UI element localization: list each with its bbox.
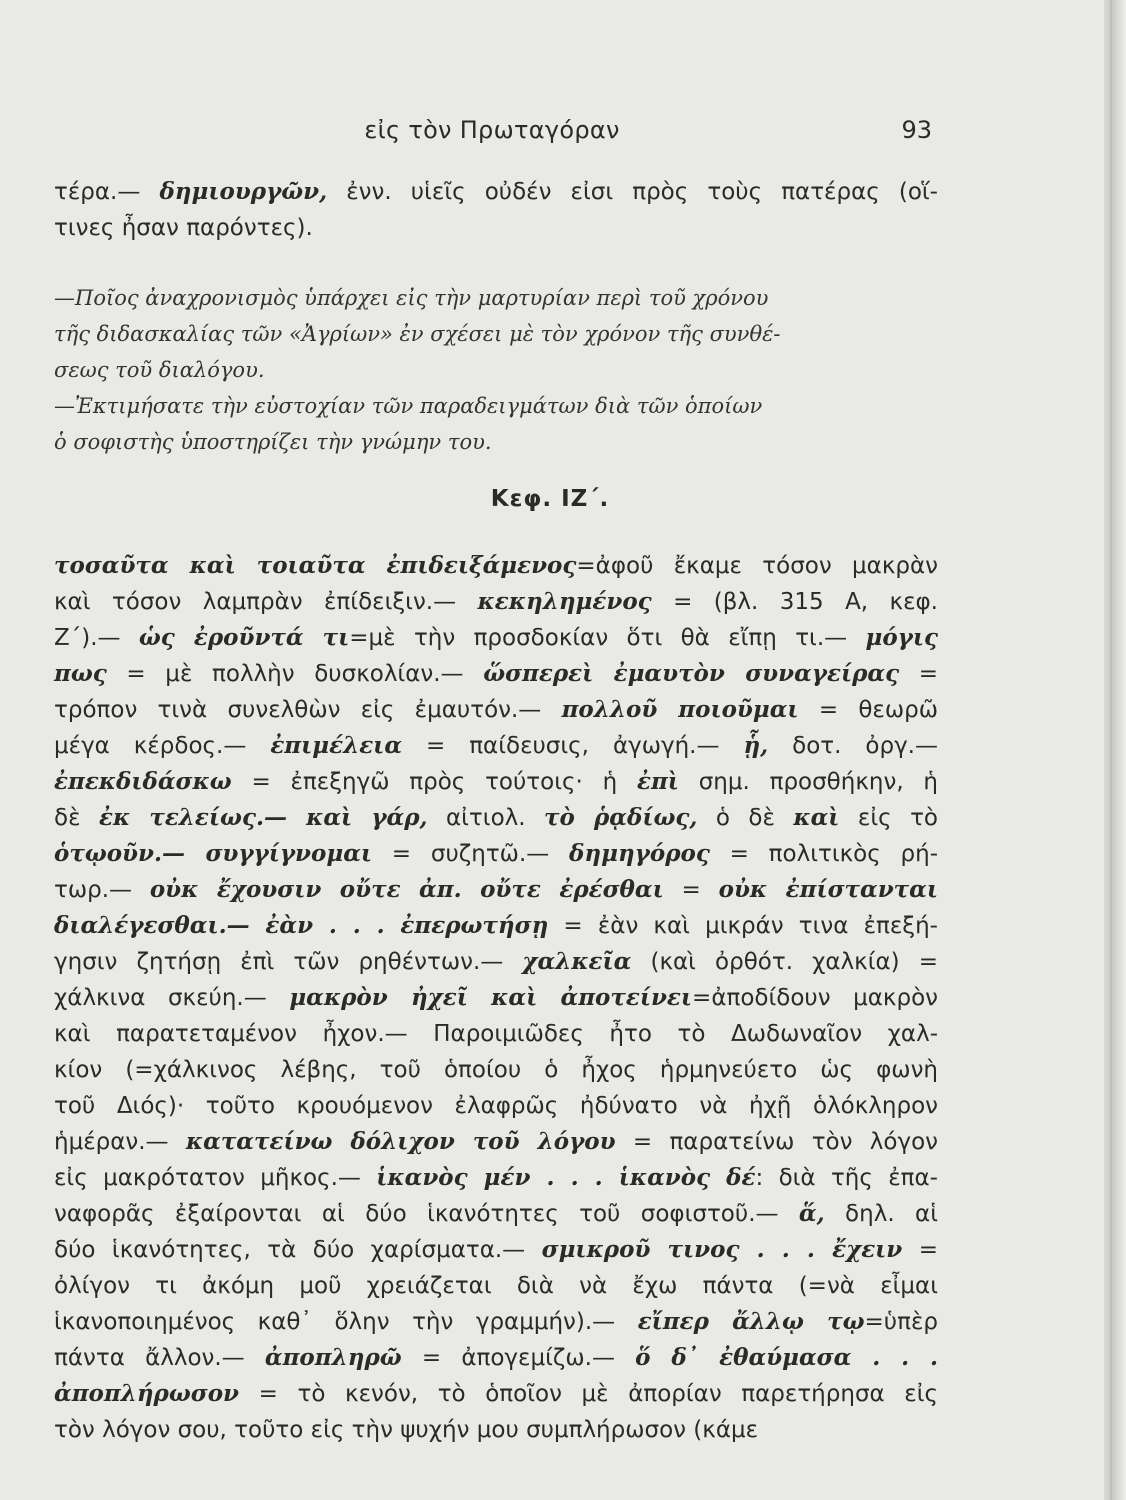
text-segment: κίον (=χάλκινος λέβης, τοῦ ὁποίου ὁ ἦχος ἡρμηνεύετο ὡς φωνὴ bbox=[54, 1057, 938, 1083]
text-line bbox=[54, 352, 938, 388]
text-segment: τωρ.— bbox=[54, 877, 150, 903]
lemma-term: χαλκεῖα bbox=[522, 948, 632, 975]
text-segment: καὶ παρατεταμένον ἦχον.— Παροιμιῶδες ἦτο τὸ Δωδωναῖον χαλ- bbox=[54, 1021, 938, 1047]
text-segment: = παρατείνω τὸν λόγον bbox=[615, 1129, 939, 1155]
text-segment: χάλκινα σκεύη.— bbox=[54, 985, 290, 1011]
text-line bbox=[54, 1124, 938, 1160]
text-line bbox=[54, 836, 938, 872]
text-line bbox=[54, 1304, 938, 1340]
text-segment: =μὲ τὴν προσδοκίαν ὅτι θὰ εἴπῃ τι.— bbox=[349, 625, 866, 651]
lemma-term: ἀποπλήρωσον bbox=[54, 1380, 240, 1407]
text-line bbox=[54, 944, 938, 980]
page-edge bbox=[1104, 0, 1126, 1500]
lemma-term: ἐπιμέλεια bbox=[270, 732, 403, 759]
lemma-term: δημιουργῶν, bbox=[159, 178, 328, 205]
lemma-term: ἅ, bbox=[798, 1200, 825, 1227]
text-segment: = ἀπογεμίζω.— bbox=[401, 1345, 636, 1371]
text-segment: γησιν ζητήσῃ ἐπὶ τῶν ρηθέντων.— bbox=[54, 949, 523, 975]
text-line bbox=[54, 692, 938, 728]
text-segment: = ἐπεξηγῶ πρὸς τούτοις· ἡ bbox=[231, 769, 637, 795]
text-line bbox=[54, 1340, 938, 1376]
text-line bbox=[54, 656, 938, 692]
text-segment: = θεωρῶ bbox=[798, 697, 938, 723]
text-line bbox=[54, 424, 938, 460]
text-segment: = (βλ. 315 Α, κεφ. bbox=[651, 589, 938, 615]
text-segment: ἱκανοποιημένος καθ᾿ ὅλην τὴν γραμμήν).— bbox=[54, 1309, 638, 1335]
lemma-term: τὸ ῥᾳδίως, bbox=[544, 804, 698, 831]
lemma-term: μακρὸν ἠχεῖ καὶ ἀποτείνει bbox=[289, 984, 693, 1011]
lemma-term: ἱκανὸς μέν . . . ἱκανὸς δέ bbox=[376, 1164, 756, 1191]
lemma-term: ἐπεκδιδάσκω bbox=[54, 768, 232, 795]
text-segment: = bbox=[902, 1237, 938, 1263]
text-segment: πάντα ἄλλον.— bbox=[54, 1345, 265, 1371]
page-number: 93 bbox=[901, 116, 932, 144]
lemma-term: ὡς ἐροῦντά τι bbox=[138, 624, 350, 651]
text-line bbox=[54, 1052, 938, 1088]
text-line bbox=[54, 872, 938, 908]
text-line bbox=[54, 1268, 938, 1304]
commentary-body bbox=[54, 548, 938, 1448]
study-questions bbox=[54, 280, 938, 460]
lemma-term: πολλοῦ ποιοῦμαι bbox=[561, 696, 799, 723]
lemma-term: ἐπὶ bbox=[636, 768, 679, 795]
text-segment: = ἐὰν καὶ μικράν τινα ἐπεξή- bbox=[548, 913, 938, 939]
text-line bbox=[54, 908, 938, 944]
text-line bbox=[54, 1016, 938, 1052]
text-segment: τέρα.— bbox=[54, 179, 160, 205]
lemma-term: οὐκ ἐπίστανται bbox=[718, 876, 938, 903]
running-title: εἰς τὸν Πρωταγόραν bbox=[364, 116, 620, 144]
text-segment: αἰτιολ. bbox=[427, 805, 545, 831]
text-line bbox=[54, 388, 938, 424]
text-segment: σεως τοῦ διαλόγου. bbox=[54, 358, 265, 382]
text-line bbox=[54, 728, 938, 764]
text-line bbox=[54, 1160, 938, 1196]
text-segment: = τὸ κενόν, τὸ ὁποῖον μὲ ἀπορίαν παρετήρησα εἰς bbox=[239, 1381, 938, 1407]
text-segment: μέγα κέρδος.— bbox=[54, 733, 271, 759]
text-segment: εἰς μακρότατον μῆκος.— bbox=[54, 1165, 377, 1191]
text-segment: δύο ἱκανότητες, τὰ δύο χαρίσματα.— bbox=[54, 1237, 542, 1263]
lemma-term: διαλέγεσθαι.— ἐὰν . . . ἐπερωτήσῃ bbox=[54, 912, 549, 939]
text-segment: καὶ τόσον λαμπρὰν ἐπίδειξιν.— bbox=[54, 589, 478, 615]
text-segment: σημ. προσθήκην, ἡ bbox=[678, 769, 938, 795]
text-segment: δηλ. αἱ bbox=[824, 1201, 938, 1227]
text-segment: τρόπον τινὰ συνελθὼν εἰς ἐμαυτόν.— bbox=[54, 697, 562, 723]
text-segment: ἡμέραν.— bbox=[54, 1129, 186, 1155]
text-line bbox=[54, 1196, 938, 1232]
text-line bbox=[54, 548, 938, 584]
lemma-term: σμικροῦ τινος . . . ἔχειν bbox=[541, 1236, 903, 1263]
lemma-term: ὅ δ᾿ ἐθαύμασα . . . bbox=[635, 1344, 939, 1371]
lemma-term: δημηγόρος bbox=[569, 840, 710, 867]
lemma-term: πως bbox=[54, 660, 107, 687]
text-line bbox=[54, 1412, 938, 1448]
text-line bbox=[54, 280, 938, 316]
text-segment: =ὑπὲρ bbox=[864, 1309, 938, 1335]
page-header bbox=[52, 116, 932, 156]
text-segment: Ζ΄).— bbox=[54, 625, 139, 651]
text-segment: = bbox=[663, 877, 719, 903]
text-segment: ὁ δὲ bbox=[697, 805, 794, 831]
text-line bbox=[54, 764, 938, 800]
intro-paragraph bbox=[54, 174, 938, 246]
text-segment: : διὰ τῆς ἐπα- bbox=[755, 1165, 938, 1191]
text-segment: ὀλίγον τι ἀκόμη μοῦ χρειάζεται διὰ νὰ ἔχω πάντα (=νὰ εἶμαι bbox=[54, 1273, 938, 1299]
lemma-term: ὥσπερεὶ ἐμαυτὸν συναγείρας bbox=[483, 660, 900, 687]
text-line bbox=[54, 620, 938, 656]
text-segment: = μὲ πολλὴν δυσκολίαν.— bbox=[106, 661, 484, 687]
lemma-term: μόγις bbox=[865, 624, 938, 651]
text-line bbox=[54, 316, 938, 352]
text-line bbox=[54, 174, 938, 210]
text-segment: = bbox=[899, 661, 938, 687]
lemma-term: κεκηλημένος bbox=[477, 588, 652, 615]
text-line bbox=[54, 210, 938, 246]
text-line bbox=[54, 800, 938, 836]
page-edge-line bbox=[1110, 0, 1112, 1500]
text-line bbox=[54, 584, 938, 620]
text-segment: τὸν λόγον σου, τοῦτο εἰς τὴν ψυχήν μου συμπλήρωσον (κάμε bbox=[54, 1417, 759, 1443]
text-segment: —Ποῖος ἀναχρονισμὸς ὑπάρχει εἰς τὴν μαρτυρίαν περὶ τοῦ χρόνου bbox=[54, 286, 769, 310]
text-segment: εἰς τὸ bbox=[839, 805, 938, 831]
text-segment: τοῦ Διός)· τοῦτο κρουόμενον ἐλαφρῶς ἠδύνατο νὰ ἠχῇ ὁλόκληρον bbox=[54, 1093, 938, 1119]
lemma-term: κατατείνω δόλιχον τοῦ λόγου bbox=[185, 1128, 616, 1155]
text-line bbox=[54, 1376, 938, 1412]
text-line bbox=[54, 1088, 938, 1124]
text-segment: ὁ σοφιστὴς ὑποστηρίζει τὴν γνώμην του. bbox=[54, 430, 492, 454]
lemma-term: ἀποπληρῶ bbox=[264, 1344, 402, 1371]
text-segment: δοτ. ὀργ.— bbox=[768, 733, 938, 759]
lemma-term: ὁτῳοῦν.— συγγίγνομαι bbox=[54, 840, 373, 867]
text-segment: τῆς διδασκαλίας τῶν «Ἀγρίων» ἐν σχέσει μὲ τὸν χρόνον τῆς συνθέ- bbox=[54, 322, 781, 346]
lemma-term: ᾗ, bbox=[743, 732, 769, 759]
text-segment: ναφορᾶς ἐξαίρονται αἱ δύο ἱκανότητες τοῦ σοφιστοῦ.— bbox=[54, 1201, 799, 1227]
text-segment: τινες ἦσαν παρόντες). bbox=[54, 215, 313, 241]
text-line bbox=[54, 980, 938, 1016]
chapter-heading: Κεφ. ΙΖ΄. bbox=[490, 486, 610, 512]
text-segment: δὲ bbox=[54, 805, 99, 831]
lemma-term: εἴπερ ἄλλῳ τῳ bbox=[637, 1308, 865, 1335]
text-line bbox=[54, 1232, 938, 1268]
text-segment: = συζητῶ.— bbox=[372, 841, 570, 867]
text-segment: —Ἐκτιμήσατε τὴν εὐστοχίαν τῶν παραδειγμάτων διὰ τῶν ὁποίων bbox=[54, 394, 763, 418]
lemma-term: οὐκ ἔχουσιν οὔτε ἀπ. οὔτε ἐρέσθαι bbox=[149, 876, 664, 903]
text-segment: =ἀφοῦ ἔκαμε τόσον μακρὰν bbox=[576, 553, 938, 579]
lemma-term: ἐκ τελείως.— καὶ γάρ, bbox=[98, 804, 428, 831]
lemma-term: τοσαῦτα καὶ τοιαῦτα ἐπιδειξάμενος bbox=[54, 552, 577, 579]
text-segment: =ἀποδίδουν μακρὸν bbox=[692, 985, 938, 1011]
text-segment: (καὶ ὀρθότ. χαλκία) = bbox=[631, 949, 938, 975]
text-segment: ἐνν. υἱεῖς οὐδέν εἰσι πρὸς τοὺς πατέρας (οἵ- bbox=[327, 179, 938, 205]
text-segment: = πολιτικὸς ρή- bbox=[709, 841, 938, 867]
text-segment: = παίδευσις, ἀγωγή.— bbox=[402, 733, 744, 759]
lemma-term: καὶ bbox=[793, 804, 840, 831]
